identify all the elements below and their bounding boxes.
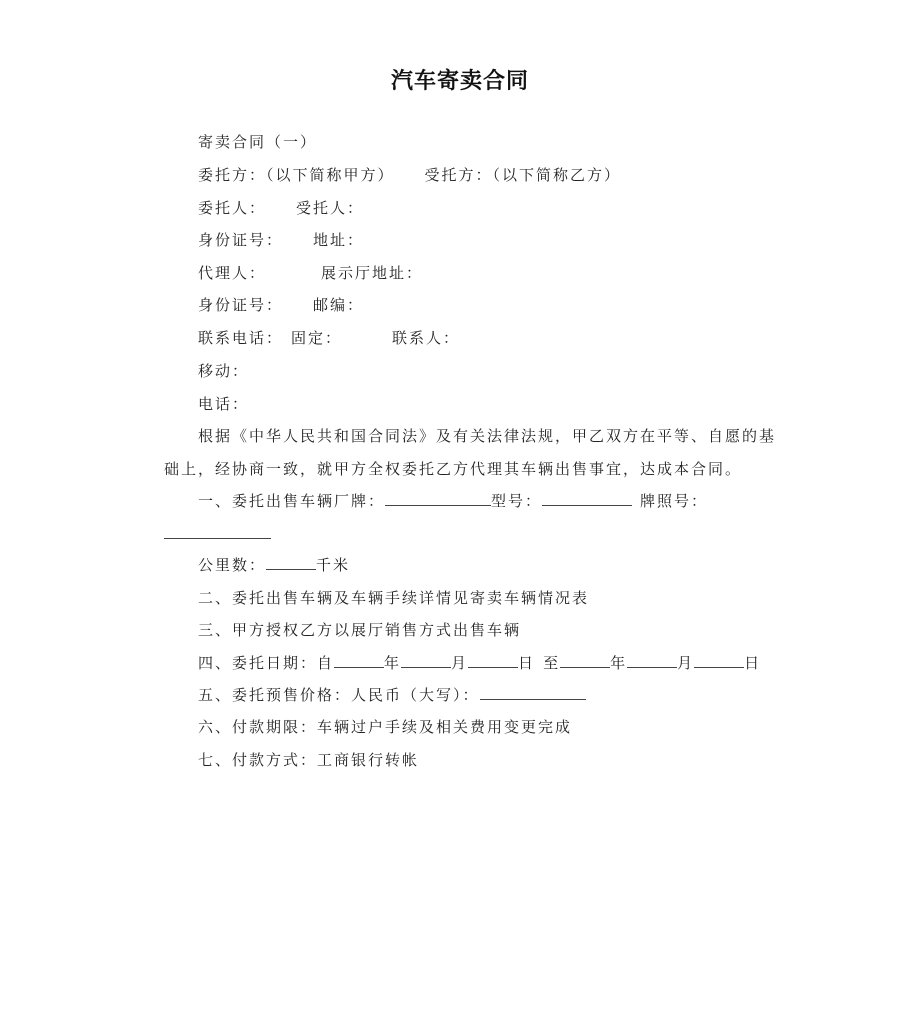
document-title: 汽车寄卖合同	[390, 69, 529, 94]
start-month-blank	[401, 653, 451, 668]
plate-label: 牌照号：	[640, 492, 709, 510]
consignor-person-label: 委托人：	[198, 199, 267, 217]
end-year-label: 年	[610, 654, 628, 672]
mileage-blank	[266, 555, 316, 570]
clause-3: 三、甲方授权乙方以展厅销售方式出售车辆	[198, 621, 522, 639]
id-number-label: 身份证号：	[198, 231, 284, 249]
intro-paragraph-line-2: 础上，经协商一致，就甲方全权委托乙方代理其车辆出售事宜，达成本合同。	[164, 460, 743, 478]
consignee-label: 受托方：（以下简称乙方）	[424, 166, 622, 184]
brand-blank	[385, 491, 491, 506]
clause-1	[198, 491, 708, 511]
model-blank	[542, 491, 632, 506]
contact-phone-line	[198, 328, 460, 348]
date-from-label: 四、委托日期：自	[198, 654, 335, 672]
price-label: 五、委托预售价格：人民币（大写）：	[198, 686, 480, 704]
id-address-line	[198, 230, 364, 250]
id-number-label-2: 身份证号：	[198, 296, 284, 314]
day-label: 日	[518, 654, 536, 672]
mileage-label: 公里数：	[198, 556, 267, 574]
contract-subtitle: 寄卖合同（一）	[198, 133, 318, 151]
plate-blank	[164, 538, 271, 539]
clause-4	[198, 653, 761, 673]
postcode-label: 邮编：	[313, 296, 365, 314]
contact-person-label: 联系人：	[392, 329, 461, 347]
consignee-person-label: 受托人：	[296, 199, 365, 217]
mobile-label: 移动：	[198, 362, 250, 380]
id-postcode-line	[198, 295, 364, 315]
agent-line	[198, 263, 423, 283]
contact-phone-label: 联系电话：	[198, 329, 284, 347]
persons-line	[198, 198, 364, 218]
fixed-phone-label: 固定：	[291, 329, 343, 347]
model-label: 型号：	[491, 492, 543, 510]
address-label: 地址：	[313, 231, 365, 249]
clause-7: 七、付款方式：工商银行转帐	[198, 751, 420, 769]
phone-label: 电话：	[198, 395, 250, 413]
brand-label: 一、委托出售车辆厂牌：	[198, 492, 386, 510]
month-label: 月	[451, 654, 469, 672]
price-blank	[480, 685, 586, 700]
end-month-blank	[627, 653, 677, 668]
start-day-blank	[468, 653, 518, 668]
to-label: 至	[543, 654, 561, 672]
clause-5	[198, 685, 586, 705]
end-day-blank	[694, 653, 744, 668]
year-label: 年	[384, 654, 402, 672]
end-day-label: 日	[744, 654, 762, 672]
mileage-line	[198, 555, 350, 575]
start-year-blank	[334, 653, 384, 668]
consignor-label: 委托方：（以下简称甲方）	[198, 166, 395, 184]
parties-line	[198, 165, 621, 185]
end-month-label: 月	[677, 654, 695, 672]
clause-6: 六、付款期限：车辆过户手续及相关费用变更完成	[198, 718, 573, 736]
agent-label: 代理人：	[198, 264, 267, 282]
intro-paragraph-line-1: 根据《中华人民共和国合同法》及有关法律法规，甲乙双方在平等、自愿的基	[198, 427, 777, 445]
clause-2: 二、委托出售车辆及车辆手续详情见寄卖车辆情况表	[198, 589, 590, 607]
showroom-address-label: 展示厅地址：	[321, 264, 424, 282]
end-year-blank	[560, 653, 610, 668]
mileage-unit: 千米	[316, 556, 351, 574]
